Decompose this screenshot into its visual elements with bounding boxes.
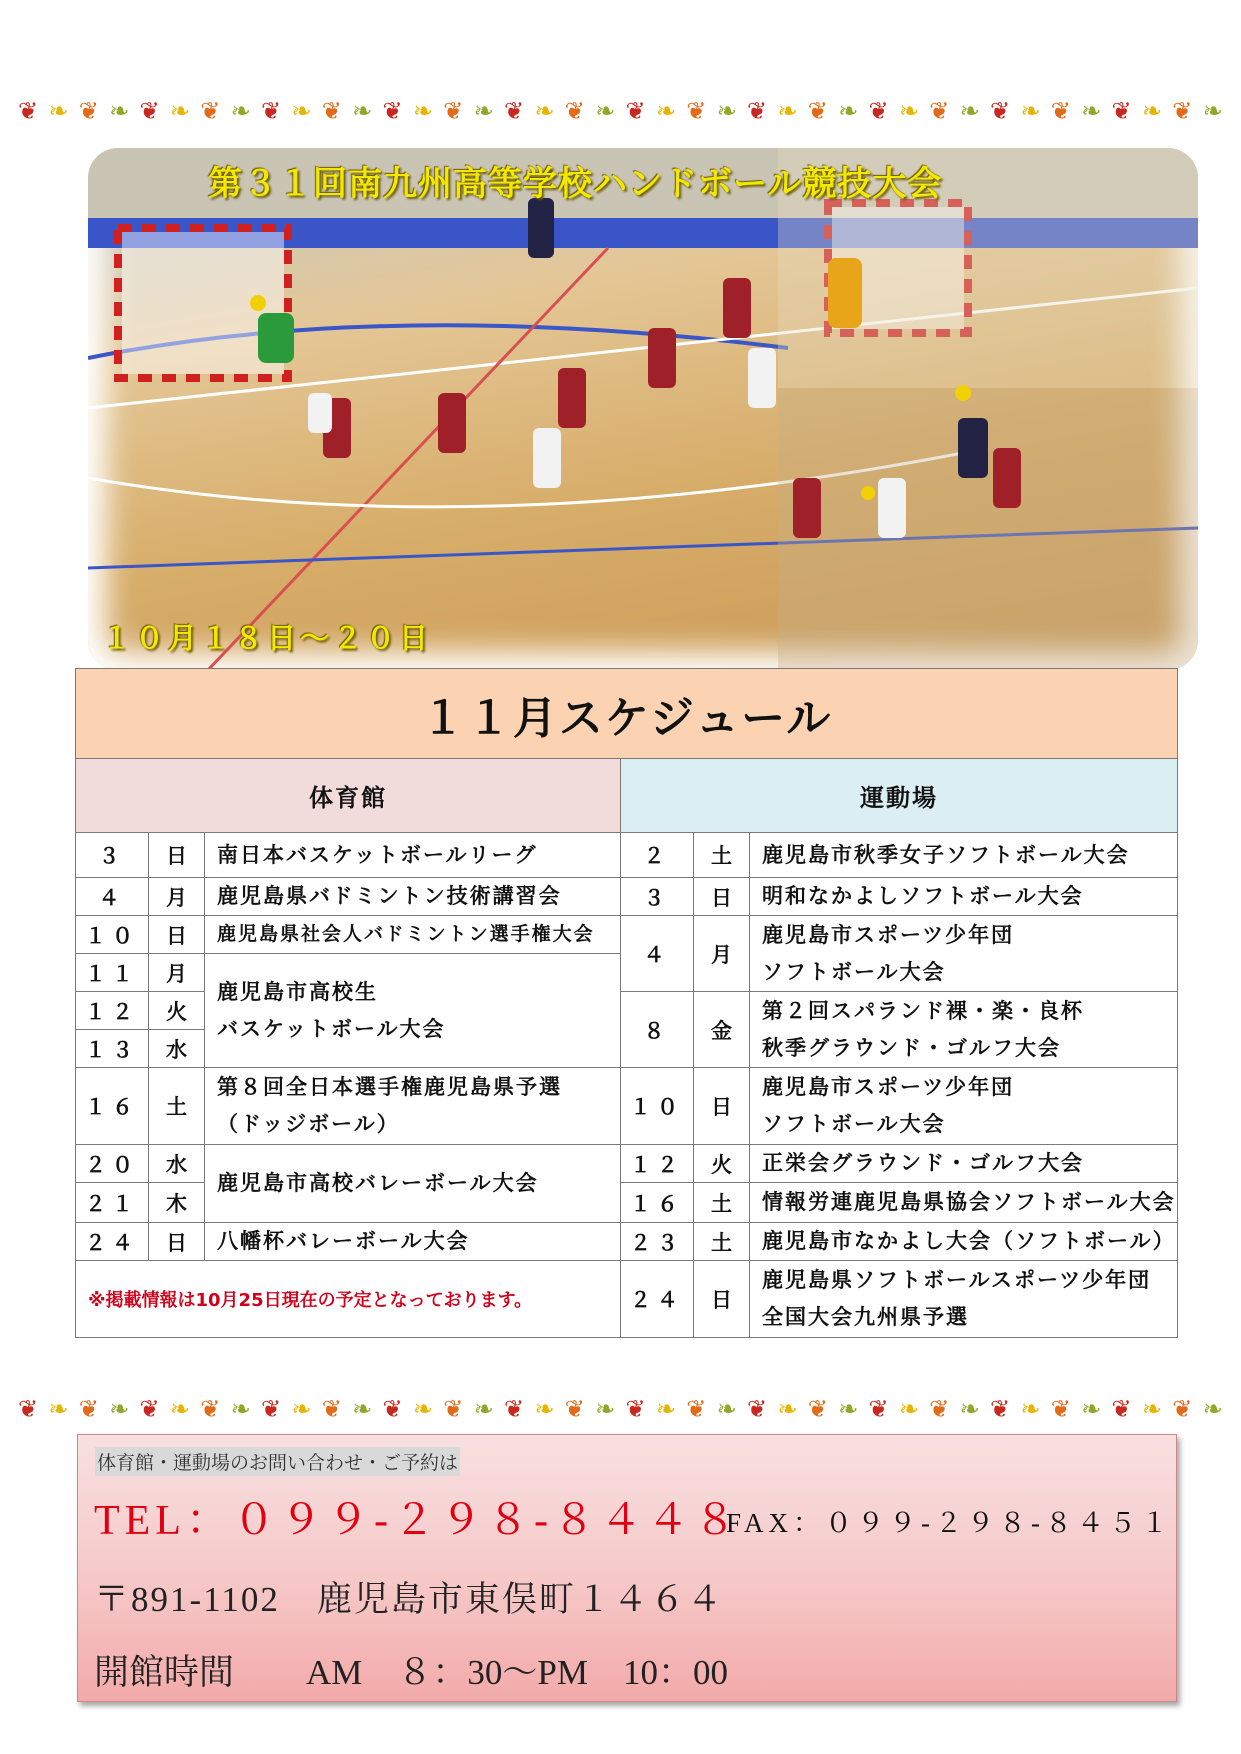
maple-leaf-icon: ❦ [382,1395,403,1423]
ginkgo-leaf-icon: ❧ [777,1395,798,1423]
schedule-note: ※掲載情報は10月25日現在の予定となっております。 [76,1261,621,1338]
banner-dates: １０月１８日～２０日 [102,621,433,655]
gym-weekday: 水 [149,1145,205,1183]
ginkgo-leaf-icon: ❧ [777,97,798,125]
field-event: 鹿児島市なかよし大会（ソフトボール） [750,1223,1178,1261]
field-day: ２４ [621,1261,694,1338]
table-row [76,833,1178,878]
table-row [76,1223,1178,1261]
field-weekday: 火 [694,1145,750,1183]
gym-header: 体育館 [76,759,621,833]
field-event-line: 秋季グラウンド・ゴルフ大会 [762,1035,1061,1060]
field-weekday: 土 [694,1183,750,1223]
gym-event: 鹿児島県バドミントン技術講習会 [205,878,621,916]
hours-value: AM ８：30～PM 10：00 [306,1653,728,1692]
maple-leaf-icon: ❦ [625,97,646,125]
gym-day: ４ [76,878,149,916]
field-event-line: ソフトボール大会 [762,959,946,984]
maple-leaf-icon: ❦ [1111,97,1132,125]
field-event [750,916,1178,992]
field-event: 明和なかよしソフトボール大会 [750,878,1178,916]
ginkgo-leaf-icon: ❧ [534,1395,555,1423]
gym-day: １６ [76,1068,149,1145]
maple-leaf-icon: ❦ [929,1395,950,1423]
ginkgo-leaf-icon: ❧ [959,97,980,125]
ginkgo-leaf-icon: ❧ [716,97,737,125]
gym-event-line: （ドッジボール） [217,1112,400,1136]
ginkgo-leaf-icon: ❧ [838,1395,859,1423]
maple-leaf-icon: ❦ [625,1395,646,1423]
schedule-title: １１月スケジュール [76,669,1178,759]
gym-event [205,1068,621,1145]
ginkgo-leaf-icon: ❧ [352,1395,373,1423]
ginkgo-leaf-icon: ❧ [1020,1395,1041,1423]
maple-leaf-icon: ❦ [1172,1395,1193,1423]
maple-leaf-icon: ❦ [990,1395,1011,1423]
field-event-line: ソフトボール大会 [762,1112,946,1136]
maple-leaf-icon: ❦ [139,97,160,125]
maple-leaf-icon: ❦ [1050,97,1071,125]
field-event [750,1261,1178,1338]
field-event [750,1068,1178,1145]
field-day: ８ [621,992,694,1068]
maple-leaf-icon: ❦ [747,1395,768,1423]
field-day: １０ [621,1068,694,1145]
gym-day: １１ [76,954,149,992]
field-day: ２ [621,833,694,878]
hours-label: 開館時間 [94,1653,235,1692]
field-event-line: 鹿児島市スポーツ少年団 [762,922,1015,947]
field-weekday: 土 [694,1223,750,1261]
field-event: 正栄会グラウンド・ゴルフ大会 [750,1145,1178,1183]
ginkgo-leaf-icon: ❧ [959,1395,980,1423]
field-weekday: 日 [694,1261,750,1338]
field-day: １６ [621,1183,694,1223]
gym-day: １０ [76,916,149,954]
ginkgo-leaf-icon: ❧ [1202,97,1223,125]
table-row [76,916,1178,954]
maple-leaf-icon: ❦ [139,1395,160,1423]
ginkgo-leaf-icon: ❧ [1141,1395,1162,1423]
ginkgo-leaf-icon: ❧ [412,1395,433,1423]
table-row [76,1068,1178,1145]
gym-day: ２４ [76,1223,149,1261]
handball-photo-banner [88,148,1198,670]
maple-leaf-icon: ❦ [1050,1395,1071,1423]
maple-leaf-icon: ❦ [564,97,585,125]
maple-leaf-icon: ❦ [747,97,768,125]
maple-leaf-icon: ❦ [1111,1395,1132,1423]
ginkgo-leaf-icon: ❧ [1081,97,1102,125]
field-day: ２３ [621,1223,694,1261]
ginkgo-leaf-icon: ❧ [534,97,555,125]
gym-weekday: 土 [149,1068,205,1145]
gym-day: ２０ [76,1145,149,1183]
maple-leaf-icon: ❦ [382,97,403,125]
maple-leaf-icon: ❦ [321,97,342,125]
ginkgo-leaf-icon: ❧ [109,97,130,125]
maple-leaf-icon: ❦ [261,1395,282,1423]
maple-leaf-icon: ❦ [990,97,1011,125]
handball-court-illustration [88,148,1198,670]
maple-leaf-icon: ❦ [1172,97,1193,125]
field-weekday: 日 [694,878,750,916]
gym-event-line: 鹿児島市高校生 [217,979,378,1004]
maple-leaf-icon: ❦ [200,1395,221,1423]
field-event: 鹿児島市秋季女子ソフトボール大会 [750,833,1178,878]
maple-leaf-icon: ❦ [686,1395,707,1423]
ginkgo-leaf-icon: ❧ [898,97,919,125]
table-row [76,1261,1178,1338]
ginkgo-leaf-icon: ❧ [169,1395,190,1423]
ginkgo-leaf-icon: ❧ [838,97,859,125]
maple-leaf-icon: ❦ [929,97,950,125]
ginkgo-leaf-icon: ❧ [291,97,312,125]
ginkgo-leaf-icon: ❧ [898,1395,919,1423]
gym-event [205,954,621,1068]
leaf-garland-top [18,94,1223,128]
november-schedule-table [75,668,1178,1338]
ginkgo-leaf-icon: ❧ [595,97,616,125]
ginkgo-leaf-icon: ❧ [169,97,190,125]
contact-lead: 体育館・運動場のお問い合わせ・ご予約は [95,1447,460,1476]
ginkgo-leaf-icon: ❧ [230,1395,251,1423]
maple-leaf-icon: ❦ [200,97,221,125]
gym-day: ３ [76,833,149,878]
gym-weekday: 水 [149,1030,205,1068]
field-day: １２ [621,1145,694,1183]
gym-event-line: バスケットボール大会 [217,1016,446,1041]
fax-number: FAX：０９９-２９８-８４５１ [726,1508,1173,1538]
ginkgo-leaf-icon: ❧ [716,1395,737,1423]
gym-event: 八幡杯バレーボール大会 [205,1223,621,1261]
maple-leaf-icon: ❦ [18,97,39,125]
ginkgo-leaf-icon: ❧ [412,97,433,125]
leaf-garland-bottom [18,1392,1223,1426]
maple-leaf-icon: ❦ [443,97,464,125]
gym-weekday: 木 [149,1183,205,1223]
maple-leaf-icon: ❦ [261,97,282,125]
gym-weekday: 日 [149,916,205,954]
ginkgo-leaf-icon: ❧ [655,97,676,125]
table-row [76,878,1178,916]
gym-event-line: 第８回全日本選手権鹿児島県予選 [217,1075,562,1099]
gym-event: 鹿児島県社会人バドミントン選手権大会 [205,916,621,954]
maple-leaf-icon: ❦ [564,1395,585,1423]
gym-day: ２１ [76,1183,149,1223]
ginkgo-leaf-icon: ❧ [230,97,251,125]
ginkgo-leaf-icon: ❧ [48,97,69,125]
maple-leaf-icon: ❦ [78,97,99,125]
ginkgo-leaf-icon: ❧ [1202,1395,1223,1423]
banner-title: 第３１回南九州高等学校ハンドボール競技大会 [208,164,943,204]
field-event-line: 全国大会九州県予選 [762,1305,969,1329]
field-weekday: 金 [694,992,750,1068]
maple-leaf-icon: ❦ [504,1395,525,1423]
field-event [750,992,1178,1068]
field-day: ３ [621,878,694,916]
gym-event: 南日本バスケットボールリーグ [205,833,621,878]
field-day: ４ [621,916,694,992]
maple-leaf-icon: ❦ [321,1395,342,1423]
ginkgo-leaf-icon: ❧ [473,97,494,125]
field-event: 情報労連鹿児島県協会ソフトボール大会 [750,1183,1178,1223]
address: 〒891-1102 鹿児島市東俣町１４６４ [94,1580,724,1619]
gym-weekday: 月 [149,878,205,916]
maple-leaf-icon: ❦ [78,1395,99,1423]
field-weekday: 日 [694,1068,750,1145]
opening-hours [94,1645,728,1695]
maple-leaf-icon: ❦ [868,1395,889,1423]
maple-leaf-icon: ❦ [807,97,828,125]
ginkgo-leaf-icon: ❧ [1081,1395,1102,1423]
maple-leaf-icon: ❦ [807,1395,828,1423]
maple-leaf-icon: ❦ [868,97,889,125]
ginkgo-leaf-icon: ❧ [352,97,373,125]
ginkgo-leaf-icon: ❧ [655,1395,676,1423]
tel-number: TEL：０９９-２９８-８４４８ [94,1498,741,1544]
maple-leaf-icon: ❦ [18,1395,39,1423]
maple-leaf-icon: ❦ [686,97,707,125]
contact-box [77,1434,1177,1702]
field-weekday: 土 [694,833,750,878]
maple-leaf-icon: ❦ [504,97,525,125]
ginkgo-leaf-icon: ❧ [595,1395,616,1423]
gym-weekday: 火 [149,992,205,1030]
gym-day: １３ [76,1030,149,1068]
field-event-line: 鹿児島県ソフトボールスポーツ少年団 [762,1268,1152,1292]
field-header: 運動場 [621,759,1178,833]
field-weekday: 月 [694,916,750,992]
ginkgo-leaf-icon: ❧ [1020,97,1041,125]
gym-weekday: 月 [149,954,205,992]
gym-event: 鹿児島市高校バレーボール大会 [205,1145,621,1223]
gym-day: １２ [76,992,149,1030]
ginkgo-leaf-icon: ❧ [1141,97,1162,125]
ginkgo-leaf-icon: ❧ [291,1395,312,1423]
ginkgo-leaf-icon: ❧ [48,1395,69,1423]
field-event-line: 鹿児島市スポーツ少年団 [762,1075,1015,1099]
ginkgo-leaf-icon: ❧ [473,1395,494,1423]
table-row [76,1145,1178,1183]
ginkgo-leaf-icon: ❧ [109,1395,130,1423]
gym-weekday: 日 [149,1223,205,1261]
field-event-line: 第２回スパランド裸・楽・良杯 [762,998,1084,1023]
maple-leaf-icon: ❦ [443,1395,464,1423]
gym-weekday: 日 [149,833,205,878]
